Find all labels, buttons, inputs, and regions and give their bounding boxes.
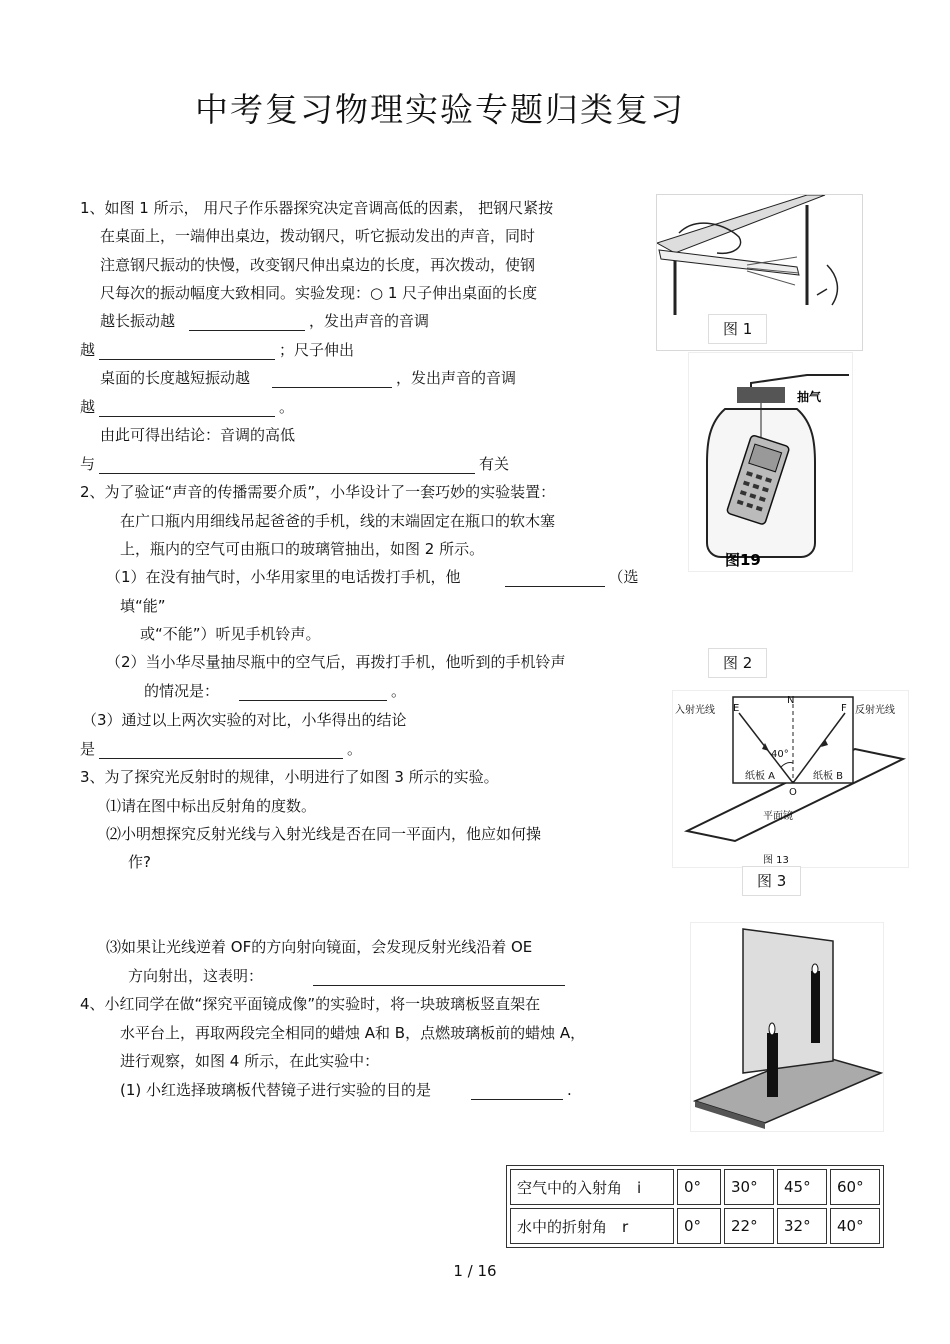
answer-blank[interactable]	[313, 969, 565, 986]
table-cell: 0°	[677, 1169, 721, 1205]
q1-line-9: 由此可得出结论：音调的高低	[100, 426, 296, 444]
row-label: 空气中的入射角 i	[510, 1169, 674, 1205]
normal-n-label: N	[787, 695, 795, 706]
table-cell: 22°	[724, 1208, 774, 1244]
page-title: 中考复习物理实验专题归类复习	[195, 90, 685, 129]
table-cell: 60°	[830, 1169, 880, 1205]
figure-3-caption: 图 3	[742, 866, 801, 896]
table-row	[510, 1208, 880, 1244]
answer-blank[interactable]	[99, 457, 475, 474]
q1-line-2: 在桌面上，一端伸出桌边，拨动钢尺，听它振动发出的声音，同时	[100, 227, 536, 245]
q1-line-8: 越 。	[80, 398, 295, 416]
page-number: 1 / 16	[453, 1262, 497, 1280]
figure-4-candles	[690, 922, 884, 1132]
q1-line-6: 越 ；尺子伸出	[80, 341, 355, 359]
table-cell: 45°	[777, 1169, 827, 1205]
mirror-label: 平面镜	[763, 811, 793, 822]
q2-line-5: 填“能”	[120, 597, 166, 615]
q1-line-1: 1、如图 1 所示， 用尺子作乐器探究决定音调高低的因素， 把钢尺紧按	[80, 199, 554, 217]
figure-2-caption: 图 2	[708, 648, 767, 678]
answer-blank[interactable]	[505, 570, 605, 587]
q3-line-1: 3、为了探究光反射时的规律，小明进行了如图 3 所示的实验。	[80, 768, 499, 786]
q1-line-10: 与 有关	[80, 455, 510, 473]
q3-line-6: 方向射出，这表明：	[128, 966, 569, 986]
refraction-table	[506, 1165, 884, 1248]
answer-blank[interactable]	[471, 1083, 563, 1100]
q4-line-4: (1) 小红选择玻璃板代替镜子进行实验的目的是 .	[120, 1081, 572, 1099]
incident-ray-label: 入射光线	[675, 705, 715, 716]
q4-line-1: 4、小红同学在做“探究平面镜成像”的实验时，将一块玻璃板竖直架在	[80, 995, 541, 1013]
q2-line-4: （1）在没有抽气时，小华用家里的电话拨打手机，他 （选	[106, 568, 639, 586]
figure-1-caption: 图 1	[708, 314, 767, 344]
table-cell: 40°	[830, 1208, 880, 1244]
answer-blank[interactable]	[99, 400, 275, 417]
fig3-inner-label: 图 13	[763, 855, 789, 866]
q2-line-2: 在广口瓶内用细线吊起爸爸的手机，线的末端固定在瓶口的软木塞	[120, 512, 556, 530]
q1-line-5: 越长振动越 ，发出声音的音调	[100, 312, 430, 330]
answer-blank[interactable]	[99, 343, 275, 360]
q1-line-4: 尺每次的振动幅度大致相同。实验发现：○ 1 尺子伸出桌面的长度	[100, 284, 538, 302]
q4-line-2: 水平台上，再取两段完全相同的蜡烛 A和 B，点燃玻璃板前的蜡烛 A，	[120, 1024, 586, 1042]
q2-line-9: （3）通过以上两次实验的对比，小华得出的结论	[82, 711, 407, 729]
answer-blank[interactable]	[272, 371, 392, 388]
reflected-ray-label: 反射光线	[855, 705, 895, 716]
q3-line-3: ⑵小明想探究反射光线与入射光线是否在同一平面内，他应如何操	[106, 825, 542, 843]
q4-line-3: 进行观察，如图 4 所示，在此实验中：	[120, 1052, 380, 1070]
q1-line-3: 注意钢尺振动的快慢，改变钢尺伸出桌边的长度，再次拨动，使钢	[100, 256, 536, 274]
q2-line-6: 或“不能”）听见手机铃声。	[140, 625, 321, 643]
table-cell: 0°	[677, 1208, 721, 1244]
figure-2-bottle	[688, 352, 853, 572]
point-o-label: O	[789, 787, 797, 798]
fig2-inner-label: 图19	[725, 551, 761, 569]
angle-label: 40°	[771, 749, 789, 760]
answer-blank[interactable]	[99, 742, 343, 759]
q3-line-4: 作?	[128, 853, 151, 871]
point-f-label: F	[841, 703, 847, 714]
table-cell: 30°	[724, 1169, 774, 1205]
answer-blank[interactable]	[189, 314, 305, 331]
row-label: 水中的折射角 r	[510, 1208, 674, 1244]
table-cell: 32°	[777, 1208, 827, 1244]
figure-3-reflection	[672, 690, 909, 868]
q3-line-2: ⑴请在图中标出反射角的度数。	[106, 797, 317, 815]
pump-label: 抽气	[797, 390, 822, 404]
q2-line-1: 2、为了验证“声音的传播需要介质”，小华设计了一套巧妙的实验装置：	[80, 483, 556, 501]
answer-blank[interactable]	[239, 684, 387, 701]
bottle-illustration	[689, 353, 852, 571]
q2-line-8: 的情况是： 。	[144, 682, 407, 700]
candle-mirror-illustration	[691, 923, 883, 1131]
reflection-diagram	[673, 691, 908, 867]
q2-line-3: 上，瓶内的空气可由瓶口的玻璃管抽出，如图 2 所示。	[120, 540, 485, 558]
q2-line-7: （2）当小华尽量抽尽瓶中的空气后，再拨打手机，他听到的手机铃声	[106, 653, 566, 671]
board-a-label: 纸板 A	[745, 771, 776, 782]
board-b-label: 纸板 B	[813, 771, 844, 782]
q1-line-7: 桌面的长度越短振动越 ，发出声音的音调	[100, 369, 517, 387]
q2-line-10: 是 。	[80, 740, 363, 758]
table-row	[510, 1169, 880, 1205]
point-e-label: E	[733, 703, 740, 714]
q3-line-5: ⑶如果让光线逆着 OF的方向射向镜面，会发现反射光线沿着 OE	[106, 938, 533, 956]
